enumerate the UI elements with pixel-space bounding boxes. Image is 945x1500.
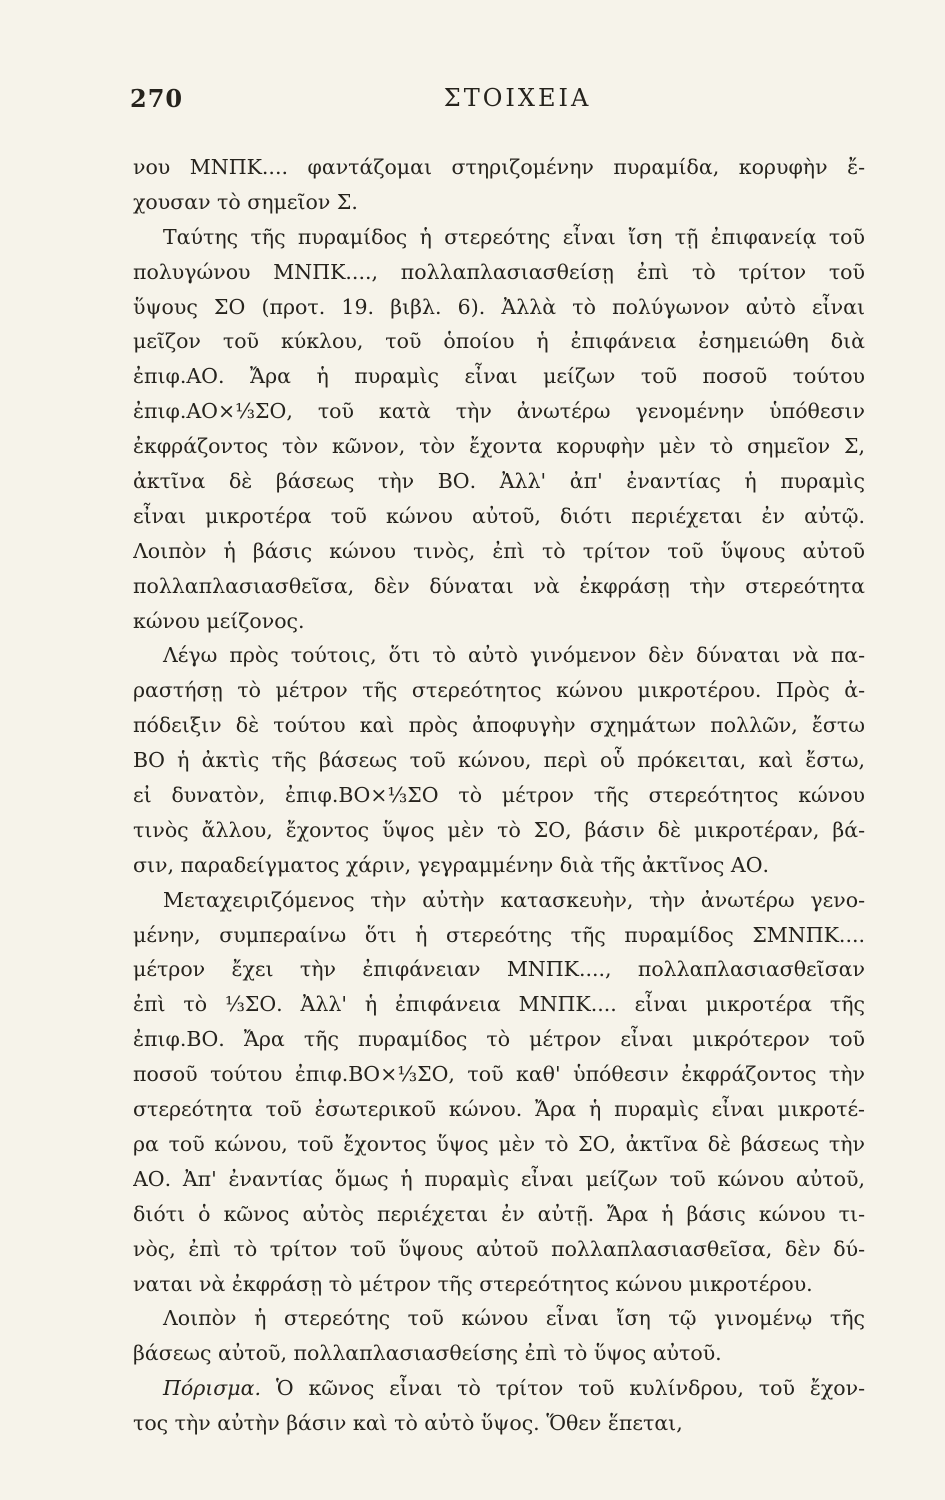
paragraph (133, 1301, 865, 1371)
text-line: σιν, παραδείγματος χάριν, γεγραμμένην διὰ τῆς ἀκτῖνος ΑΟ. (133, 852, 770, 877)
text-line: βάσεως αὐτοῦ, πολλαπλασιασθείσης ἐπὶ τὸ ὕψος αὐτοῦ. (133, 1341, 722, 1366)
body-text (133, 150, 865, 1441)
text-line: Λοιπὸν ἡ στερεότης τοῦ κώνου εἶναι ἴση τῷ γινομένῳ τῆς (163, 1306, 865, 1331)
text-line: ἐκφράζοντος τὸν κῶνον, τὸν ἔχοντα κορυφὴν μὲν τὸ σημεῖον Σ, (133, 434, 865, 459)
text-line: Λοιπὸν ἡ βάσις κώνου τινὸς, ἐπὶ τὸ τρίτον τοῦ ὕψους αὐτοῦ (133, 538, 865, 563)
text-line: κώνου μείζονος. (133, 608, 305, 633)
text-line: μεῖζον τοῦ κύκλου, τοῦ ὁποίου ἡ ἐπιφάνεια ἐσημειώθη διὰ (133, 329, 865, 354)
paragraph (133, 883, 865, 1302)
paragraph (133, 220, 865, 639)
text-line: εἰ δυνατὸν, ἐπιφ.ΒΟ×⅓ΣΟ τὸ μέτρον τῆς στερεότητος κώνου (133, 783, 865, 808)
paragraph (133, 638, 865, 882)
text-line: ἐπιφ.ΑΟ. Ἄρα ἡ πυραμὶς εἶναι μείζων τοῦ ποσοῦ τούτου (133, 364, 865, 389)
text-line: διότι ὁ κῶνος αὐτὸς περιέχεται ἐν αὐτῇ. Ἄρα ἡ βάσις κώνου τι- (133, 1201, 865, 1226)
text-line: νου ΜΝΠΚ.... φαντάζομαι στηριζομένην πυραμίδα, κορυφὴν ἔ- (133, 155, 865, 179)
text-line: τος τὴν αὐτὴν βάσιν καὶ τὸ αὐτὸ ὕψος. Ὅθεν ἕπεται, (133, 1411, 683, 1436)
running-title: ΣΤΟΙΧΕΙΑ (443, 84, 592, 112)
text-line: τινὸς ἄλλου, ἔχοντος ὕψος μὲν τὸ ΣΟ, βάσιν δὲ μικροτέραν, βά- (133, 817, 865, 842)
text-line: στερεότητα τοῦ ἐσωτερικοῦ κώνου. Ἄρα ἡ πυραμὶς εἶναι μικροτέ- (133, 1097, 865, 1122)
text-line: εἶναι μικροτέρα τοῦ κώνου αὐτοῦ, διότι περιέχεται ἐν αὐτῷ. (133, 503, 865, 528)
text-line: ἀκτῖνα δὲ βάσεως τὴν ΒΟ. Ἀλλ' ἀπ' ἐναντίας ἡ πυραμὶς (133, 469, 865, 494)
text-line: χουσαν τὸ σημεῖον Σ. (133, 189, 358, 214)
text-line (133, 1371, 865, 1406)
corollary-text: Ὁ κῶνος εἶναι τὸ τρίτον τοῦ κυλίνδρου, τοῦ ἔχον- (275, 1376, 865, 1401)
text-line: ραστήσῃ τὸ μέτρον τῆς στερεότητος κώνου μικροτέρου. Πρὸς ἀ- (133, 678, 865, 703)
text-line: ΑΟ. Ἀπ' ἐναντίας ὅμως ἡ πυραμὶς εἶναι μείζων τοῦ κώνου αὐτοῦ, (133, 1166, 865, 1191)
text-line: Λέγω πρὸς τούτοις, ὅτι τὸ αὐτὸ γινόμενον δὲν δύναται νὰ πα- (163, 643, 865, 668)
corollary-label: Πόρισμα. (163, 1376, 261, 1401)
text-line: νὸς, ἐπὶ τὸ τρίτον τοῦ ὕψους αὐτοῦ πολλαπλασιασθεῖσα, δὲν δύ- (133, 1236, 865, 1261)
text-line: ἐπὶ τὸ ⅓ΣΟ. Ἀλλ' ἡ ἐπιφάνεια ΜΝΠΚ.... εἶναι μικροτέρα τῆς (133, 992, 865, 1017)
text-line: ἐπιφ.ΒΟ. Ἄρα τῆς πυραμίδος τὸ μέτρον εἶναι μικρότερον τοῦ (133, 1027, 865, 1052)
text-line: ὕψους ΣΟ (προτ. 19. βιβλ. 6). Ἀλλὰ τὸ πολύγωνον αὐτὸ εἶναι (133, 294, 865, 319)
text-line: Μεταχειριζόμενος τὴν αὐτὴν κατασκευὴν, τὴν ἀνωτέρω γενο- (163, 887, 865, 912)
text-line: πολυγώνου ΜΝΠΚ...., πολλαπλασιασθείσῃ ἐπὶ τὸ τρίτον τοῦ (133, 259, 865, 284)
text-line: Ταύτης τῆς πυραμίδος ἡ στερεότης εἶναι ἴση τῇ ἐπιφανείᾳ τοῦ (163, 224, 865, 249)
text-line: πόδειξιν δὲ τούτου καὶ πρὸς ἀποφυγὴν σχημάτων πολλῶν, ἔστω (133, 713, 865, 738)
text-line: μέτρον ἔχει τὴν ἐπιφάνειαν ΜΝΠΚ...., πολλαπλασιασθεῖσαν (133, 957, 865, 982)
text-line: ἐπιφ.ΑΟ×⅓ΣΟ, τοῦ κατὰ τὴν ἀνωτέρω γενομένην ὑπόθεσιν (133, 399, 865, 424)
page-header (130, 84, 865, 118)
text-line: ΒΟ ἡ ἀκτὶς τῆς βάσεως τοῦ κώνου, περὶ οὗ πρόκειται, καὶ ἔστω, (133, 748, 865, 773)
page-number: 270 (130, 84, 184, 113)
text-line: ναται νὰ ἐκφράσῃ τὸ μέτρον τῆς στερεότητος κώνου μικροτέρου. (133, 1271, 813, 1296)
text-line: ποσοῦ τούτου ἐπιφ.ΒΟ×⅓ΣΟ, τοῦ καθ' ὑπόθεσιν ἐκφράζοντος τὴν (133, 1062, 865, 1087)
text-line: πολλαπλασιασθεῖσα, δὲν δύναται νὰ ἐκφράσῃ τὴν στερεότητα (133, 573, 865, 598)
text-line: μένην, συμπεραίνω ὅτι ἡ στερεότης τῆς πυραμίδος ΣΜΝΠΚ.... (133, 922, 865, 947)
paragraph (133, 150, 865, 220)
corollary-paragraph (133, 1371, 865, 1441)
text-line: ρα τοῦ κώνου, τοῦ ἔχοντος ὕψος μὲν τὸ ΣΟ, ἀκτῖνα δὲ βάσεως τὴν (133, 1131, 865, 1156)
